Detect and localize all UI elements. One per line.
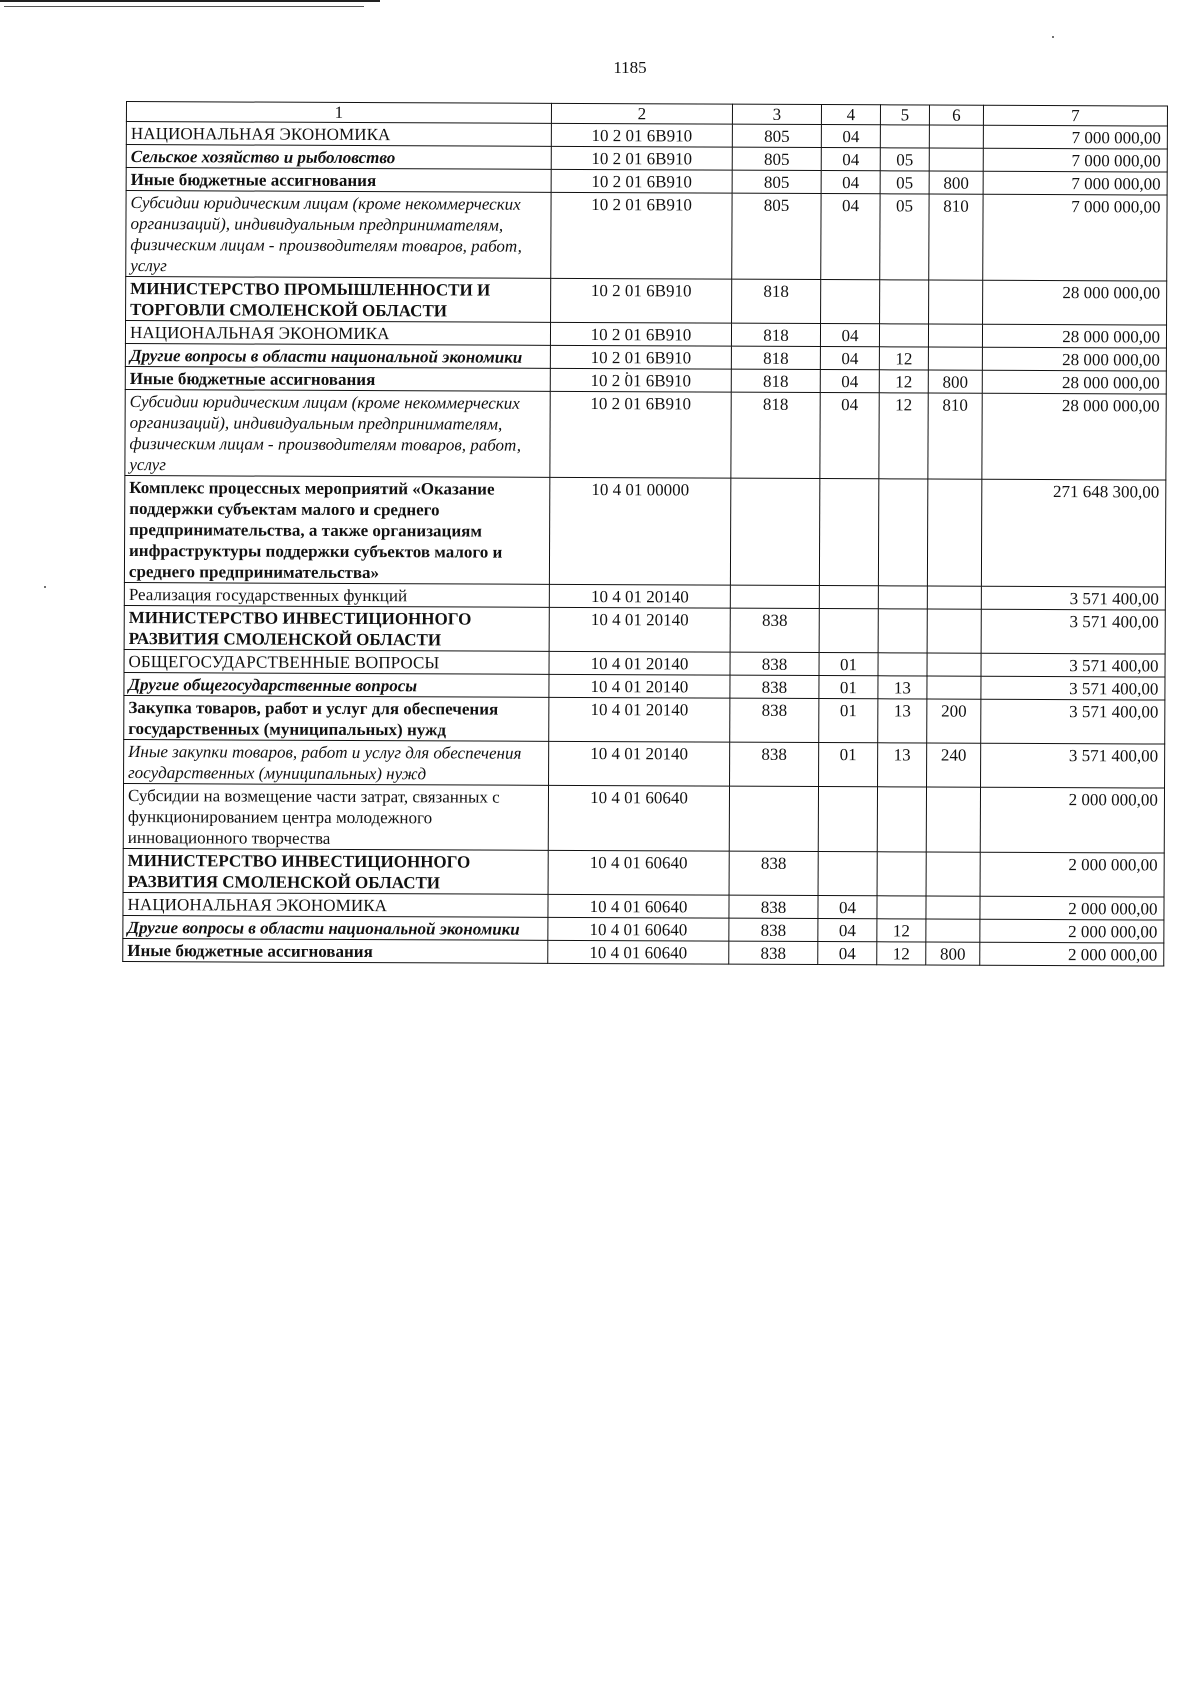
row-code: 10 4 01 60640 — [548, 917, 729, 941]
row-col3: 838 — [729, 851, 818, 895]
row-name: МИНИСТЕРСТВО ПРОМЫШЛЕННОСТИ И ТОРГОВЛИ СМОЛЕНСКОЙ ОБЛАСТИ — [126, 277, 551, 323]
row-col5: 05 — [880, 148, 929, 171]
scan-edge-line — [0, 0, 380, 2]
row-name: Сельское хозяйство и рыболовство — [126, 145, 551, 170]
row-col6: 800 — [926, 942, 980, 965]
row-amount: 2 000 000,00 — [980, 942, 1164, 966]
row-col6 — [927, 586, 981, 609]
row-col6 — [926, 919, 980, 942]
header-cell-6: 6 — [929, 105, 983, 125]
header-cell-5: 5 — [880, 105, 929, 125]
row-amount: 7 000 000,00 — [983, 148, 1167, 172]
scan-edge-line — [4, 6, 364, 7]
row-col4 — [819, 609, 878, 653]
row-col4 — [818, 787, 877, 852]
header-cell-2: 2 — [551, 103, 732, 124]
row-code: 10 2 01 6В910 — [551, 278, 732, 323]
row-code: 10 2 01 6В910 — [550, 368, 731, 392]
row-col4: 04 — [820, 347, 879, 370]
row-col3 — [730, 478, 819, 585]
row-col3: 838 — [730, 652, 819, 675]
row-col6 — [929, 280, 983, 324]
row-name: Иные бюджетные ассигнования — [125, 366, 550, 391]
row-col4: 04 — [820, 324, 879, 347]
row-col3: 818 — [731, 323, 820, 346]
row-code: 10 2 01 6В910 — [551, 123, 732, 147]
row-col5: 12 — [877, 919, 926, 942]
row-col5 — [880, 280, 929, 324]
row-col5: 05 — [880, 194, 929, 280]
row-code: 10 2 01 6В910 — [551, 169, 732, 193]
row-amount: 3 571 400,00 — [981, 743, 1165, 788]
row-col5: 13 — [878, 699, 927, 743]
row-col3: 805 — [732, 170, 821, 193]
row-col6 — [928, 324, 982, 347]
row-code: 10 4 01 20140 — [549, 674, 730, 698]
row-amount: 3 571 400,00 — [981, 586, 1165, 610]
row-col6 — [929, 148, 983, 171]
row-col3: 818 — [732, 279, 821, 323]
header-cell-4: 4 — [821, 105, 880, 125]
row-name: Субсидии на возмещение части затрат, связанных с функционированием центра молодежного инновационного творчества — [123, 783, 548, 850]
row-code: 10 4 01 60640 — [548, 894, 729, 918]
row-amount: 271 648 300,00 — [981, 479, 1165, 587]
row-col5: 12 — [879, 393, 928, 479]
row-col5 — [880, 125, 929, 148]
row-col4 — [819, 479, 878, 586]
row-name: МИНИСТЕРСТВО ИНВЕСТИЦИОННОГО РАЗВИТИЯ СМОЛЕНСКОЙ ОБЛАСТИ — [124, 605, 549, 651]
row-col4: 04 — [818, 919, 877, 942]
row-col3: 838 — [730, 675, 819, 698]
table-row — [124, 739, 1165, 788]
row-code: 10 2 01 6В910 — [551, 192, 732, 279]
row-col4: 04 — [818, 896, 877, 919]
scan-speck — [1052, 36, 1054, 38]
row-col3: 805 — [732, 193, 821, 279]
row-amount: 28 000 000,00 — [982, 347, 1166, 371]
row-col4: 04 — [820, 393, 879, 479]
table-row — [126, 191, 1167, 282]
row-name: МИНИСТЕРСТВО ИНВЕСТИЦИОННОГО РАЗВИТИЯ СМОЛЕНСКОЙ ОБЛАСТИ — [123, 848, 548, 894]
row-code: 10 4 01 20140 — [549, 607, 730, 652]
row-col5: 13 — [878, 676, 927, 699]
row-col5: 12 — [877, 942, 926, 965]
row-name: ОБЩЕГОСУДАРСТВЕННЫЕ ВОПРОСЫ — [124, 649, 549, 674]
page-number: 1185 — [613, 58, 647, 77]
row-col5 — [877, 787, 926, 852]
row-amount: 3 571 400,00 — [981, 653, 1165, 677]
table-row — [123, 848, 1164, 897]
header-cell-1: 1 — [126, 102, 551, 124]
row-name: Реализация государственных функций — [124, 582, 549, 607]
header-cell-3: 3 — [732, 104, 821, 124]
row-col3: 818 — [731, 392, 820, 478]
row-col5: 12 — [879, 370, 928, 393]
row-code: 10 4 01 60640 — [548, 940, 729, 964]
row-col3: 818 — [731, 369, 820, 392]
row-col5 — [877, 896, 926, 919]
row-col4: 04 — [818, 942, 877, 965]
row-name: Иные бюджетные ассигнования — [123, 938, 548, 963]
row-col6: 800 — [928, 370, 982, 393]
row-col6 — [926, 896, 980, 919]
row-amount: 28 000 000,00 — [982, 370, 1166, 394]
row-name: Другие общегосударственные вопросы — [124, 672, 549, 697]
row-col3: 838 — [729, 918, 818, 941]
row-col4: 04 — [820, 370, 879, 393]
row-code: 10 4 01 60640 — [548, 785, 729, 851]
row-col6 — [928, 347, 982, 370]
row-name: НАЦИОНАЛЬНАЯ ЭКОНОМИКА — [123, 892, 548, 917]
header-cell-7: 7 — [983, 105, 1167, 126]
row-col4: 04 — [821, 194, 880, 280]
row-amount: 3 571 400,00 — [981, 699, 1165, 744]
row-col6: 200 — [927, 699, 981, 743]
row-name: Другие вопросы в области национальной экономики — [123, 915, 548, 940]
row-code: 10 4 01 60640 — [548, 850, 729, 895]
row-col6: 800 — [929, 171, 983, 194]
row-col3 — [729, 786, 818, 851]
row-code: 10 4 01 20140 — [549, 741, 730, 786]
row-col4: 04 — [821, 171, 880, 194]
row-col4 — [818, 852, 877, 896]
row-amount: 28 000 000,00 — [983, 280, 1167, 325]
row-col6 — [927, 676, 981, 699]
row-name: НАЦИОНАЛЬНАЯ ЭКОНОМИКА — [126, 122, 551, 147]
row-amount: 28 000 000,00 — [982, 324, 1166, 348]
row-name: Иные закупки товаров, работ и услуг для обеспечения государственных (муниципальных) нужд — [124, 739, 549, 785]
row-name: Комплекс процессных мероприятий «Оказание поддержки субъектам малого и среднего предпринимательства, а также организациям инфраструктуры поддержки субъектов малого и среднего предпринимательства» — [124, 475, 549, 584]
row-name: Другие вопросы в области национальной экономики — [125, 343, 550, 368]
row-col6 — [927, 653, 981, 676]
row-col6: 810 — [929, 194, 983, 280]
row-col3: 838 — [730, 698, 819, 742]
row-code: 10 2 01 6В910 — [550, 345, 731, 369]
row-name: Субсидии юридическим лицам (кроме некоммерческих организаций), индивидуальным предпринимателям, физическим лицам - производителям товаров, работ, услуг — [126, 191, 551, 279]
row-col6: 810 — [928, 393, 982, 479]
row-col5 — [877, 852, 926, 896]
row-name: НАЦИОНАЛЬНАЯ ЭКОНОМИКА — [125, 321, 550, 346]
table-row — [125, 389, 1166, 480]
table-row — [123, 783, 1164, 853]
row-amount: 2 000 000,00 — [980, 919, 1164, 943]
scan-speck — [44, 586, 46, 588]
row-code: 10 4 01 20140 — [549, 697, 730, 742]
row-col5 — [879, 324, 928, 347]
row-col5: 12 — [879, 347, 928, 370]
row-col6 — [926, 787, 980, 852]
row-col4: 01 — [819, 653, 878, 676]
row-col5 — [878, 479, 927, 586]
row-code: 10 4 01 20140 — [549, 651, 730, 675]
row-col3: 805 — [732, 147, 821, 170]
row-col6 — [929, 125, 983, 148]
row-col4: 04 — [821, 125, 880, 148]
row-name: Закупка товаров, работ и услуг для обеспечения государственных (муниципальных) нужд — [124, 695, 549, 741]
row-col5: 13 — [878, 743, 927, 787]
row-col6 — [927, 609, 981, 653]
row-code: 10 4 01 20140 — [549, 584, 730, 608]
row-col4 — [821, 280, 880, 324]
budget-table — [122, 101, 1168, 967]
row-col3: 805 — [732, 124, 821, 147]
row-code: 10 2 01 6В910 — [550, 391, 731, 478]
row-amount: 2 000 000,00 — [980, 787, 1164, 853]
row-col4 — [819, 586, 878, 609]
row-col3: 838 — [729, 895, 818, 918]
row-col3: 838 — [730, 742, 819, 786]
table-row — [123, 938, 1164, 966]
table-row — [124, 695, 1165, 744]
row-col6 — [926, 852, 980, 896]
row-col6: 240 — [927, 743, 981, 787]
row-amount: 28 000 000,00 — [982, 393, 1166, 480]
row-amount: 7 000 000,00 — [983, 171, 1167, 195]
row-amount: 3 571 400,00 — [981, 609, 1165, 654]
row-col5: 05 — [880, 171, 929, 194]
row-code: 10 4 01 00000 — [549, 477, 730, 585]
row-col3: 838 — [730, 608, 819, 652]
row-name: Иные бюджетные ассигнования — [126, 168, 551, 193]
row-col4: 01 — [819, 699, 878, 743]
row-col5 — [878, 586, 927, 609]
table-row — [124, 475, 1165, 587]
row-col4: 01 — [819, 743, 878, 787]
row-col5 — [878, 609, 927, 653]
row-amount: 3 571 400,00 — [981, 676, 1165, 700]
row-amount: 2 000 000,00 — [980, 852, 1164, 897]
row-amount: 7 000 000,00 — [983, 194, 1167, 281]
row-amount: 2 000 000,00 — [980, 896, 1164, 920]
row-col4: 04 — [821, 148, 880, 171]
row-code: 10 2 01 6В910 — [550, 322, 731, 346]
row-code: 10 2 01 6В910 — [551, 146, 732, 170]
row-col4: 01 — [819, 676, 878, 699]
row-col3 — [730, 585, 819, 608]
row-col3: 838 — [729, 941, 818, 964]
row-col5 — [878, 653, 927, 676]
table-row — [124, 605, 1165, 654]
table-row — [126, 277, 1167, 326]
row-col3: 818 — [731, 346, 820, 369]
row-col6 — [927, 479, 981, 586]
row-amount: 7 000 000,00 — [983, 125, 1167, 149]
row-name: Субсидии юридическим лицам (кроме некоммерческих организаций), индивидуальным предпринимателям, физическим лицам - производителям товаров, работ, услуг — [125, 389, 550, 477]
